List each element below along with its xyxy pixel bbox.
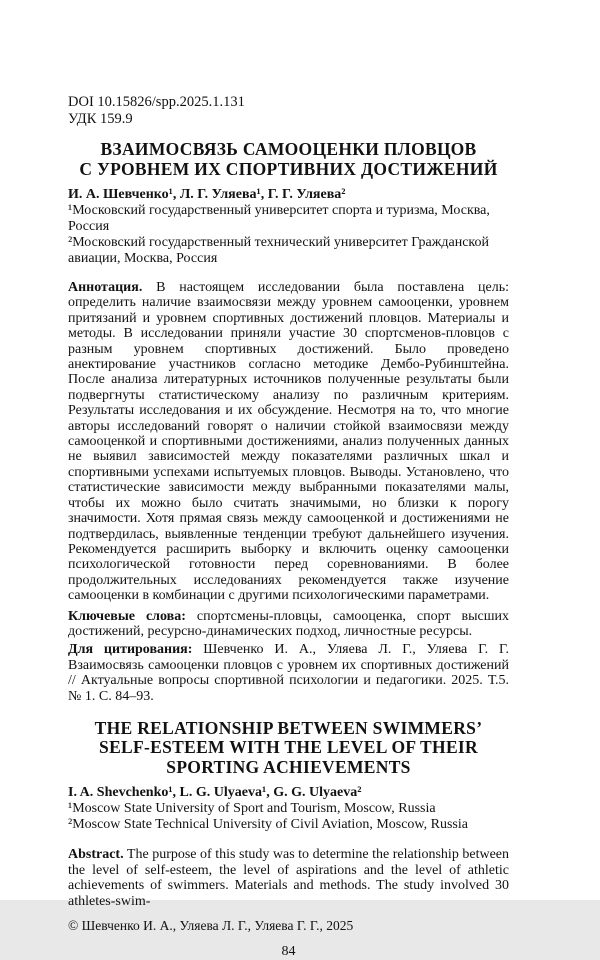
article-title-ru-line1: ВЗАИМОСВЯЗЬ САМООЦЕНКИ ПЛОВЦОВ (100, 139, 477, 159)
article-title-ru (68, 140, 509, 179)
article-title-en-line2: SELF-ESTEEM WITH THE LEVEL OF THEIR (99, 737, 478, 758)
abstract-en-text: The purpose of this study was to determine the relationship between the level of self-esteem, the level of aspirations and the level of athletic achievements of swimmers. Materials and methods. The study involved 30 athletes-swim- (68, 847, 509, 909)
abstract-ru (68, 280, 509, 604)
udk-line: УДК 159.9 (68, 110, 133, 127)
citation-ru-label: Для цитирования: (68, 642, 193, 658)
authors-en: I. A. Shevchenko¹, L. G. Ulyaeva¹, G. G. Ulyaeva² (68, 785, 362, 801)
page-number: 84 (281, 944, 296, 960)
article-title-en-line1: THE RELATIONSHIP BETWEEN SWIMMERS’ (94, 717, 483, 738)
article-title-en (68, 719, 509, 778)
citation-ru (68, 642, 509, 704)
abstract-en-label: Abstract. (68, 847, 124, 863)
article-title-ru-line2: С УРОВНЕМ ИХ СПОРТИВНИХ ДОСТИЖЕНИЙ (79, 158, 498, 179)
abstract-en (68, 847, 509, 909)
article-title-en-line3: SPORTING ACHIEVEMENTS (166, 756, 411, 777)
affiliation-en-1: ¹Moscow State University of Sport and Tourism, Moscow, Russia (68, 801, 436, 817)
authors-ru: И. А. Шевченко¹, Л. Г. Уляева¹, Г. Г. Уляева² (68, 187, 346, 202)
affiliation-en-2: ²Moscow State Technical University of Civil Aviation, Moscow, Russia (68, 817, 468, 833)
affiliation-ru-2: ²Московский государственный технический университет Гражданской авиации, Москва, Россия (68, 235, 490, 266)
copyright-line: © Шевченко И. А., Уляева Л. Г., Уляева Г. Г., 2025 (68, 918, 354, 934)
doi-line: DOI 10.15826/spp.2025.1.131 (68, 94, 245, 110)
keywords-ru-text: спортсмены-пловцы, самооценка, спорт высших достижений, ресурсно-динамических подход, личностные ресурсы. (68, 608, 509, 639)
abstract-ru-label: Аннотация. (68, 280, 143, 295)
keywords-ru (68, 609, 509, 640)
abstract-ru-text: В настоящем исследовании была поставлена цель: определить наличие взаимосвязи между уровнем самооценки, уровнем притязаний и уровнем спортивных достижений пловцов. Материалы и методы. В исследовании приняли участие 30 спортсменов-пловцов с разным уровнем спортивных достижений. Было проведено анектирование участников согласно методике Дембо-Рубинштейна. После анализа литературных источников полученные результаты были подвергнуты статистическому анализу по различным критериям. Результаты исследования и их обсуждение. Несмотря на то, что многие авторы исследований говорят о наличии стойкой взаимосвязи между самооценкой и спортивными достижениями, анализ полученных данных не выявил зависимостей между показателями различных шкал и спортивными успехами испытуемых пловцов. Выводы. Установлено, что статистические зависимости между выбранными показателями малы, чтобы их можно было считать значимыми, но близки к порогу значимости. Хотя прямая связь между самооценкой и достижениями не подтвердилась, выявленные тенденции требуют дальнейшего изучения. Рекомендуется расширить выборку и включить оценку самооценки психологической готовности перед соревнованиями. В более продолжительных исследованиях рекомендуется также изучение самооценки в комбинации с другими психологическими параметрами. (68, 280, 509, 604)
affiliation-ru-1: ¹Московский государственный университет спорта и туризма, Москва, Россия (68, 203, 490, 234)
keywords-ru-label: Ключевые слова: (68, 608, 186, 624)
page-content (68, 94, 509, 960)
citation-ru-text: Шевченко И. А., Уляева Л. Г., Уляева Г. Г. Взаимосвязь самооценки пловцов с уровнем их спортивных достижений // Актуальные вопросы спортивной психологии и педагогики. 2025. Т.5. № 1. С. 84–93. (68, 642, 509, 704)
